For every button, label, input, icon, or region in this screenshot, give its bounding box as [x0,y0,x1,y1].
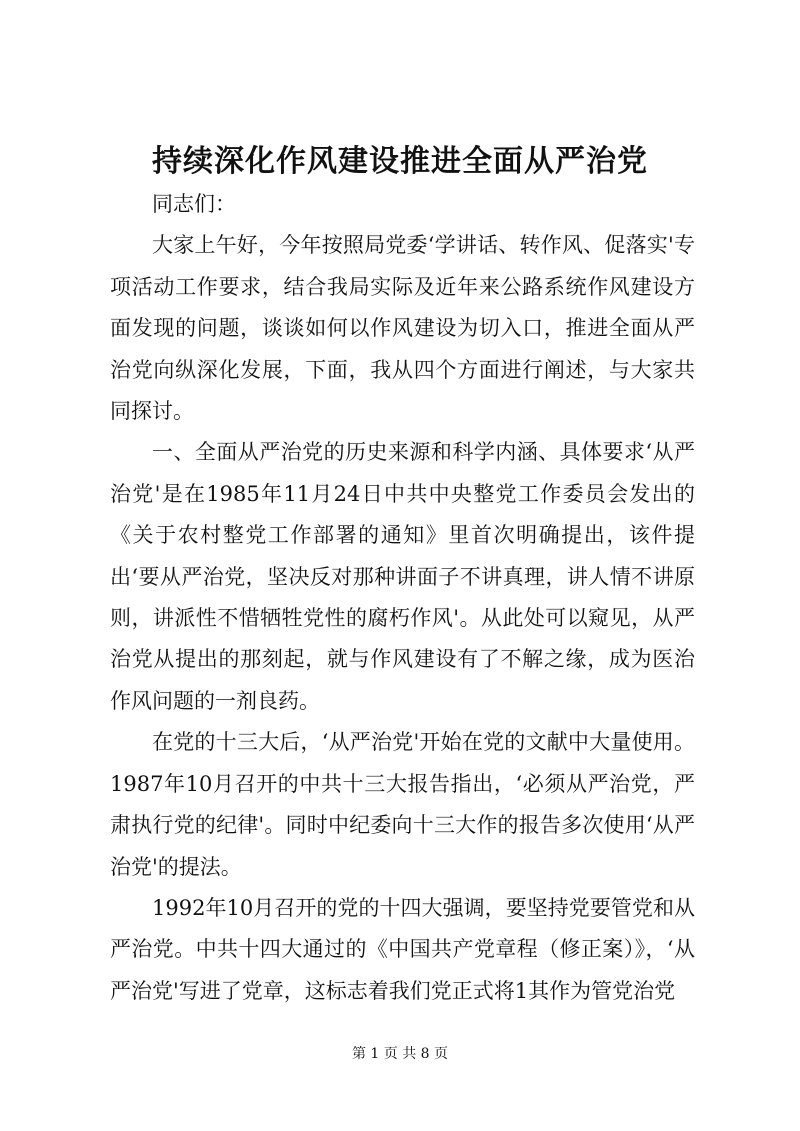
paragraph: 在党的十三大后，‘从严治党'开始在党的文献中大量使用。1987年10月召开的中共十三大报告指出，‘必须从严治党，严肃执行党的纪律'。同时中纪委向十三大作的报告多次使用‘从严治党'的提法。 [110,730,695,879]
paragraph: 大家上午好，今年按照局党委‘学讲话、转作风、促落实'专项活动工作要求，结合我局实际及近年来公路系统作风建设方面发现的问题，谈谈如何以作风建设为切入口，推进全面从严治党向纵深化发展，下面，我从四个方面进行阐述，与大家共同探讨。 [110,233,695,424]
document-title: 持续深化作风建设推进全面从严治党 [152,144,648,179]
page-number: 第 1 页 共 8 页 [351,1046,449,1062]
paragraph: 一、全面从严治党的历史来源和科学内涵、具体要求‘从严治党'是在1985年11月24日中共中央整党工作委员会发出的《关于农村整党工作部署的通知》里首次明确提出，该件提出‘要从严治党，坚决反对那种讲面子不讲真理，讲人情不讲原则，讲派性不惜牺牲党性的腐朽作风'。从此处可以窥见，从严治党从提出的那刻起，就与作风建设有了不解之缘，成为医治作风问题的一剂良药。 [110,440,695,713]
greeting: 同志们： [152,192,236,216]
document-body [110,184,695,1012]
paragraph: 1992年10月召开的党的十四大强调，要坚持党要管党和从严治党。中共十四大通过的《中国共产党章程（修正案）》，‘从严治党'写进了党章，这标志着我们党正式将1其作为管党治党 [110,895,695,1003]
